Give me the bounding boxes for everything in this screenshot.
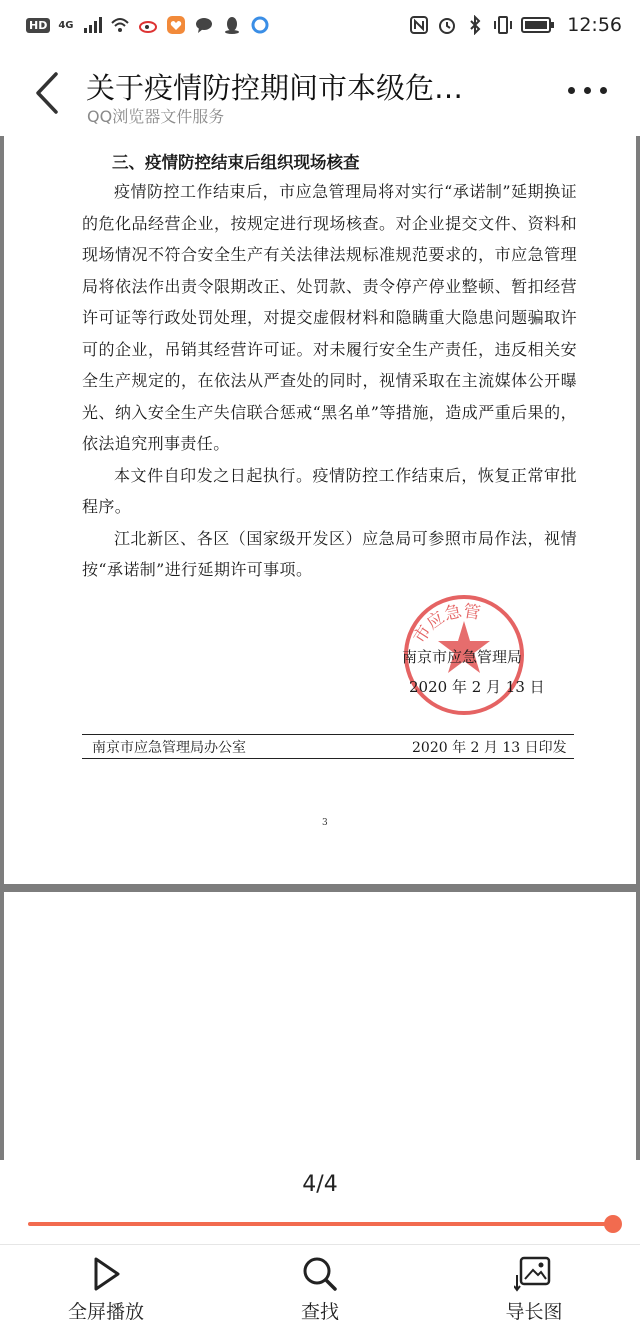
document-viewer[interactable]: [0, 136, 640, 1160]
section-heading: 三、疫情防控结束后组织现场核查: [112, 153, 360, 172]
weibo-icon: [138, 15, 158, 35]
page-subtitle: QQ浏览器文件服务: [87, 107, 225, 126]
status-right: [409, 14, 622, 36]
alarm-icon: [437, 15, 457, 35]
play-icon: [88, 1255, 124, 1293]
document-page-blank: [4, 892, 636, 1160]
paragraph: 疫情防控工作结束后，市应急管理局将对实行“承诺制”延期换证的危化品经营企业，按规定进行现场核查。对企业提交文件、资料和现场情况不符合安全生产有关法律法规标准规范要求的，市应急管理局将依法作出责令限期改正、处罚款、责令停产停业整顿、暂扣经营许可证等行政处罚处理，对提交虚假材料和隐瞒重大隐患问题骗取许可的企业，吊销其经营许可证。对未履行安全生产责任，违反相关安全生产规定的，在依法从严查处的同时，视情采取在主流媒体公开曝光、纳入安全生产失信联合惩戒“黑名单”等措施，造成严重后果的，依法追究刑事责任。: [82, 182, 577, 453]
issuing-office: 南京市应急管理局办公室: [92, 740, 246, 756]
footer-divider: [82, 758, 574, 759]
bottom-toolbar: [0, 1244, 640, 1330]
page-progress-thumb[interactable]: [604, 1215, 622, 1233]
document-page: [4, 136, 636, 884]
page-title: 关于疫情防控期间市本级危…: [86, 71, 464, 105]
browser-icon: [250, 15, 270, 35]
long-image-label: 导长图: [505, 1301, 563, 1323]
signature-date: 2020 年 2 月 13 日: [409, 678, 545, 696]
network-type: 4G: [58, 19, 74, 31]
battery-icon: [521, 16, 555, 34]
page-indicator: 4/4: [302, 1172, 338, 1197]
page-progress-track[interactable]: [28, 1222, 613, 1226]
chat-icon: [194, 15, 214, 35]
signal-icon: [82, 15, 102, 35]
footer-divider: [82, 734, 574, 735]
signature-organization: 南京市应急管理局: [402, 648, 523, 666]
clock: 12:56: [567, 14, 622, 36]
app-header: [0, 50, 640, 136]
find-label: 查找: [300, 1301, 339, 1323]
search-icon: [301, 1255, 339, 1293]
more-options-button[interactable]: [568, 80, 612, 100]
status-left: [26, 15, 270, 35]
hd-badge: HD: [26, 18, 50, 33]
svg-text:市应急管: [410, 601, 482, 647]
more-dot-icon: [584, 87, 591, 94]
page-number: 3: [322, 818, 328, 828]
back-button[interactable]: [30, 68, 66, 118]
more-dot-icon: [568, 87, 575, 94]
health-app-icon: [166, 15, 186, 35]
fullscreen-play-button[interactable]: [36, 1245, 176, 1330]
fullscreen-play-label: 全屏播放: [67, 1301, 144, 1323]
qq-icon: [222, 15, 242, 35]
more-dot-icon: [600, 87, 607, 94]
paragraph: 本文件自印发之日起执行。疫情防控工作结束后，恢复正常审批程序。: [82, 465, 577, 516]
wifi-icon: [110, 15, 130, 35]
status-bar: [0, 0, 640, 50]
vibrate-icon: [493, 15, 513, 35]
long-image-icon: [514, 1255, 554, 1293]
document-body: [82, 176, 577, 586]
issue-date: 2020 年 2 月 13 日印发: [412, 740, 567, 756]
find-button[interactable]: [250, 1245, 390, 1330]
nfc-icon: [409, 15, 429, 35]
seal-text: 市应急管: [409, 601, 482, 648]
bluetooth-icon: [465, 15, 485, 35]
paragraph: 江北新区、各区（国家级开发区）应急局可参照市局作法，视情按“承诺制”进行延期许可事项。: [82, 528, 577, 579]
long-image-button[interactable]: [464, 1245, 604, 1330]
